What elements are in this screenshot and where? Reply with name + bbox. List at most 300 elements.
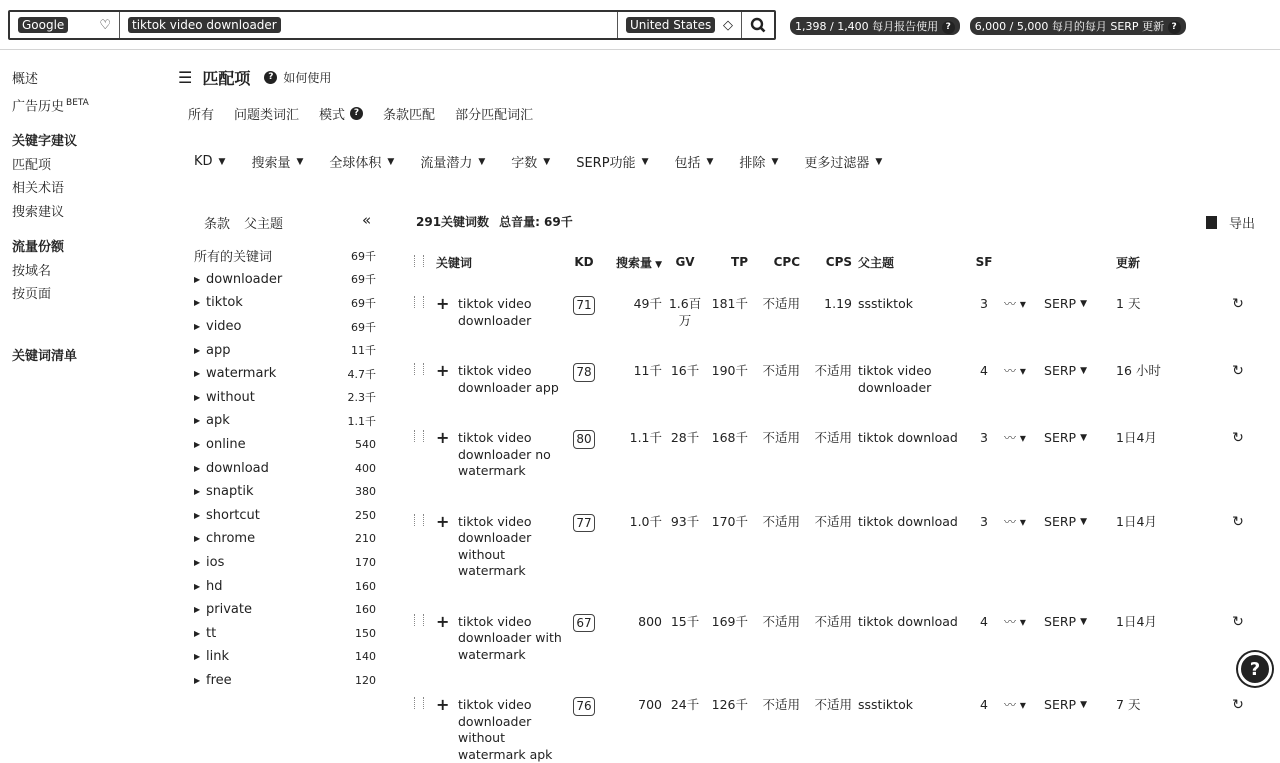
sidebar-item-label: 关键词清单	[12, 348, 78, 364]
caret-down-icon: ▼	[478, 156, 486, 167]
refresh-button[interactable]	[1206, 480, 1270, 580]
serp-button[interactable]	[1044, 480, 1116, 580]
keyword-search-box	[8, 10, 776, 40]
col-volume[interactable]	[606, 252, 668, 272]
parent-topic-cell[interactable]: tiktok download	[858, 430, 958, 445]
serp-label: SERP	[1044, 363, 1077, 378]
table-row	[414, 396, 1270, 480]
filter-global-volume[interactable]	[329, 152, 394, 171]
page-title: 匹配项	[202, 69, 251, 88]
list-item-count: 250	[355, 508, 376, 522]
plus-icon: +	[436, 695, 450, 714]
keyword-cell[interactable]: tiktok video downloader with watermark	[458, 613, 562, 662]
expand-triangle-icon[interactable]: ▶	[194, 463, 201, 473]
filter-volume[interactable]	[251, 152, 303, 171]
collapse-panel-icon[interactable]: «	[362, 211, 372, 229]
col-updated[interactable]: 更新	[1116, 255, 1141, 270]
gv-cell: 1.6百万	[668, 296, 702, 328]
list-item-label: private	[206, 602, 252, 618]
sidebar-item-label: 关键字建议	[12, 134, 78, 150]
expand-triangle-icon[interactable]: ▶	[194, 369, 201, 379]
tab-label: 模式	[319, 108, 346, 123]
total-volume: 总音量: 69千	[499, 215, 573, 229]
trend-button[interactable]	[1004, 663, 1044, 763]
kd-badge: 71	[573, 296, 594, 315]
expand-triangle-icon[interactable]: ▶	[194, 675, 201, 685]
caret-down-icon: ▼	[296, 156, 304, 167]
plus-icon: +	[436, 294, 450, 313]
caret-down-icon: ▼	[543, 156, 551, 167]
list-item-label: hd	[206, 578, 223, 594]
parent-topic-cell[interactable]: tiktok download	[858, 513, 958, 529]
tab-terms[interactable]: 条款	[204, 217, 231, 232]
keyword-count: 291关键词数	[416, 215, 490, 229]
gv-cell: 24千	[670, 697, 700, 712]
updated-cell: 1日4月	[1116, 613, 1157, 629]
sort-desc-icon: ▼	[651, 259, 663, 270]
plus-icon: +	[436, 611, 450, 631]
checkbox-icon	[414, 255, 424, 267]
add-keyword-button[interactable]	[436, 272, 458, 329]
sidebar-item-search-suggestions[interactable]	[12, 201, 162, 225]
plus-icon: +	[436, 511, 450, 531]
expand-triangle-icon[interactable]: ▶	[194, 392, 201, 402]
col-gv[interactable]: GV	[675, 255, 695, 269]
tab-label: 问题类词汇	[234, 108, 300, 123]
list-item-count: 4.7千	[347, 367, 376, 381]
country-value: United States	[626, 17, 715, 33]
trend-icon: 〰 ▾	[1004, 431, 1026, 445]
sidebar-item-label: 概述	[12, 72, 39, 87]
refresh-icon: ↻	[1232, 513, 1244, 530]
sidebar-item-label: 搜索建议	[12, 204, 65, 220]
expand-triangle-icon[interactable]: ▶	[194, 628, 201, 638]
cpc-cell: 不适用	[762, 296, 801, 311]
terms-list	[194, 244, 376, 692]
col-cps[interactable]: CPS	[825, 255, 853, 269]
filter-bar	[194, 152, 882, 171]
search-button[interactable]	[742, 12, 774, 38]
how-to-use-label: 如何使用	[283, 71, 332, 85]
refresh-icon: ↻	[1232, 296, 1244, 312]
cps-cell: 不适用	[814, 430, 853, 445]
list-item-count: 1.1千	[347, 414, 376, 428]
chevron-down-icon: ◇	[723, 17, 733, 33]
caret-down-icon: ▼	[218, 156, 226, 167]
list-item[interactable]	[194, 268, 376, 292]
list-item-count: 170	[355, 556, 376, 570]
refresh-icon: ↻	[1232, 430, 1244, 446]
serp-button[interactable]	[1044, 580, 1116, 664]
help-icon[interactable]: ?	[942, 21, 955, 34]
checkbox-icon	[414, 430, 424, 442]
sidebar-item-label: 流量份额	[12, 240, 65, 256]
filter-serp-features[interactable]	[576, 152, 648, 171]
list-item-label: 所有的关键词	[194, 250, 273, 266]
keywords-table	[414, 252, 1270, 763]
filter-label: 字数	[511, 156, 538, 171]
list-item-count: 69千	[351, 249, 376, 263]
expand-triangle-icon[interactable]: ▶	[194, 487, 201, 497]
caret-down-icon: ▼	[706, 156, 714, 167]
cps-cell: 不适用	[814, 697, 853, 712]
filter-label: 流量潜力	[420, 156, 473, 171]
keyword-cell[interactable]: tiktok video downloader	[458, 296, 532, 328]
list-item[interactable]	[194, 291, 376, 315]
add-keyword-button[interactable]	[436, 580, 458, 664]
caret-down-icon: ▼	[1080, 700, 1087, 710]
list-item-count: 69千	[351, 296, 376, 310]
add-keyword-button[interactable]	[436, 480, 458, 580]
row-checkbox[interactable]	[414, 580, 436, 664]
search-icon	[750, 17, 766, 33]
search-input[interactable]	[120, 12, 618, 38]
caret-down-icon: ▼	[1080, 366, 1087, 376]
sidebar-item-by-domains[interactable]	[12, 260, 162, 284]
expand-triangle-icon[interactable]: ▶	[194, 298, 201, 308]
list-item-count: 11千	[351, 344, 376, 358]
keyword-cell[interactable]: tiktok video downloader without watermark	[458, 513, 532, 578]
serp-button[interactable]	[1044, 329, 1116, 396]
list-item[interactable]	[194, 315, 376, 339]
sf-cell: 3	[980, 513, 988, 529]
trend-button[interactable]	[1004, 272, 1044, 329]
checkbox-icon	[414, 697, 424, 709]
volume-cell: 49千	[633, 296, 663, 311]
select-all-checkbox[interactable]	[414, 252, 436, 272]
col-kd[interactable]: KD	[574, 255, 594, 269]
list-item[interactable]	[194, 433, 376, 457]
tab-questions[interactable]	[234, 104, 299, 123]
sidebar-item-label: 匹配项	[12, 157, 52, 173]
sidebar-item-overview[interactable]	[12, 68, 162, 92]
tp-cell: 126千	[711, 697, 749, 712]
search-engine-select[interactable]	[10, 12, 120, 38]
expand-triangle-icon[interactable]: ▶	[194, 440, 201, 450]
updated-cell: 1日4月	[1116, 513, 1157, 529]
checkbox-icon	[414, 514, 424, 526]
filter-include[interactable]	[674, 152, 713, 171]
trend-icon: 〰 ▾	[1004, 514, 1026, 529]
list-item[interactable]	[194, 527, 376, 551]
gv-cell: 16千	[670, 363, 700, 378]
serp-label: SERP	[1044, 513, 1077, 529]
trend-button[interactable]	[1004, 580, 1044, 664]
list-item-count: 540	[355, 438, 376, 452]
list-item-label: shortcut	[206, 507, 260, 523]
list-item[interactable]	[194, 551, 376, 575]
expand-triangle-icon[interactable]: ▶	[194, 322, 201, 332]
sidebar-item-label: 相关术语	[12, 181, 65, 197]
country-select[interactable]	[618, 12, 742, 38]
refresh-icon: ↻	[1232, 697, 1244, 713]
list-item-label: ios	[206, 555, 225, 571]
report-usage-text: 1,398 / 1,400 每月报告使用	[795, 20, 939, 33]
row-checkbox[interactable]	[414, 329, 436, 396]
serp-label: SERP	[1044, 430, 1077, 445]
tp-cell: 181千	[711, 296, 749, 311]
expand-triangle-icon[interactable]: ▶	[194, 534, 201, 544]
top-bar	[0, 0, 1280, 50]
filter-label: 搜索量	[251, 156, 291, 171]
caret-down-icon: ▼	[875, 156, 883, 167]
caret-down-icon: ▼	[771, 156, 779, 167]
list-item[interactable]	[194, 504, 376, 528]
sidebar-item-related-terms[interactable]	[12, 177, 162, 201]
checkbox-icon	[414, 296, 424, 308]
sidebar-item-matching-terms[interactable]	[12, 154, 162, 178]
list-item[interactable]	[194, 409, 376, 433]
caret-down-icon: ▼	[387, 156, 395, 167]
trend-button[interactable]	[1004, 396, 1044, 480]
cpc-cell: 不适用	[762, 430, 801, 445]
keyword-cell[interactable]: tiktok video downloader app	[458, 363, 559, 395]
usage-stats	[790, 17, 1186, 35]
table-row	[414, 480, 1270, 580]
list-item-count: 69千	[351, 273, 376, 287]
checkbox-icon	[414, 614, 424, 626]
kd-badge: 78	[573, 363, 594, 382]
keyword-cell[interactable]: tiktok video downloader without watermark apk	[458, 697, 553, 762]
tab-parent-topics[interactable]: 父主题	[244, 217, 284, 232]
kd-badge: 67	[573, 614, 594, 633]
expand-triangle-icon[interactable]: ▶	[194, 558, 201, 568]
tab-phrase-match[interactable]	[455, 104, 533, 123]
tab-mode[interactable]	[319, 104, 363, 123]
filter-more[interactable]	[804, 152, 882, 171]
row-checkbox[interactable]	[414, 480, 436, 580]
list-item[interactable]	[194, 456, 376, 480]
sidebar-item-keyword-lists[interactable]	[12, 345, 162, 369]
list-item-count: 69千	[351, 320, 376, 334]
cps-cell: 1.19	[824, 296, 853, 311]
list-item-label: download	[206, 460, 269, 476]
gv-cell: 15千	[670, 613, 700, 629]
list-item-count: 380	[355, 485, 376, 499]
results-summary	[416, 213, 573, 230]
plus-icon: +	[436, 428, 450, 447]
col-cpc[interactable]: CPC	[773, 255, 801, 269]
list-item[interactable]	[194, 645, 376, 669]
filter-label: KD	[194, 154, 213, 169]
serp-button[interactable]	[1044, 272, 1116, 329]
refresh-button[interactable]	[1206, 329, 1270, 396]
list-item-label: free	[206, 672, 232, 688]
volume-cell: 11千	[633, 363, 663, 378]
expand-triangle-icon[interactable]: ▶	[194, 581, 201, 591]
how-to-use-link[interactable]	[264, 69, 331, 86]
col-parent-topic[interactable]: 父主题	[858, 255, 895, 270]
expand-triangle-icon[interactable]: ▶	[194, 274, 201, 284]
sf-cell: 4	[980, 613, 988, 629]
table-row	[414, 663, 1270, 763]
refresh-button[interactable]	[1206, 580, 1270, 664]
expand-triangle-icon[interactable]: ▶	[194, 510, 201, 520]
kd-badge: 80	[573, 430, 594, 449]
sidebar-heading-traffic-share	[12, 236, 162, 260]
list-item-count: 160	[355, 579, 376, 593]
updated-cell: 1 天	[1116, 296, 1141, 311]
list-item[interactable]	[194, 598, 376, 622]
parent-topic-cell[interactable]: tiktok video downloader	[858, 363, 932, 395]
search-engine-value: Google	[18, 17, 68, 33]
parent-topic-cell[interactable]: ssstiktok	[858, 296, 913, 311]
filter-label: 包括	[674, 156, 701, 171]
parent-topic-cell[interactable]: ssstiktok	[858, 697, 913, 712]
list-item[interactable]	[194, 574, 376, 598]
cps-cell: 不适用	[814, 513, 853, 529]
tp-cell: 170千	[711, 513, 749, 529]
trend-icon: 〰 ▾	[1004, 698, 1026, 712]
tab-label: 所有	[188, 108, 215, 123]
list-item-count: 400	[355, 461, 376, 475]
filter-label: SERP功能	[576, 156, 636, 171]
refresh-button[interactable]	[1206, 396, 1270, 480]
tab-label: 部分匹配词汇	[455, 108, 534, 123]
cpc-cell: 不适用	[762, 513, 801, 529]
document-icon	[1206, 216, 1217, 229]
gv-cell: 93千	[670, 513, 700, 529]
list-item-count: 150	[355, 626, 376, 640]
col-sf[interactable]: SF	[975, 255, 993, 269]
updated-cell: 1日4月	[1116, 430, 1157, 445]
export-button[interactable]	[1206, 213, 1255, 232]
list-item-label: link	[206, 649, 229, 665]
caret-down-icon: ▼	[1080, 516, 1087, 527]
row-checkbox[interactable]	[414, 272, 436, 329]
parent-topic-cell[interactable]: tiktok download	[858, 613, 958, 629]
trend-icon: 〰 ▾	[1004, 614, 1026, 629]
cpc-cell: 不适用	[762, 613, 801, 629]
match-type-tabs	[188, 104, 533, 123]
list-item[interactable]	[194, 338, 376, 362]
list-item-label: without	[206, 389, 255, 405]
sidebar-item-by-pages[interactable]	[12, 283, 162, 307]
expand-triangle-icon[interactable]: ▶	[194, 605, 201, 615]
add-keyword-button[interactable]	[436, 329, 458, 396]
trend-icon: 〰 ▾	[1004, 364, 1026, 378]
add-keyword-button[interactable]	[436, 396, 458, 480]
list-item[interactable]	[194, 622, 376, 646]
list-item[interactable]	[194, 480, 376, 504]
report-usage	[790, 17, 960, 35]
table-row	[414, 329, 1270, 396]
serp-button[interactable]	[1044, 396, 1116, 480]
list-item-all-keywords[interactable]	[194, 244, 376, 268]
caret-down-icon: ▼	[1080, 433, 1087, 443]
add-keyword-button[interactable]	[436, 663, 458, 763]
help-icon[interactable]: ?	[1168, 21, 1181, 34]
updated-cell: 7 天	[1116, 697, 1141, 712]
table-header-row	[414, 252, 1270, 272]
expand-triangle-icon[interactable]: ▶	[194, 416, 201, 426]
refresh-button[interactable]	[1206, 272, 1270, 329]
trend-icon: 〰 ▾	[1004, 297, 1026, 311]
volume-cell: 1.0千	[629, 513, 663, 529]
cps-cell: 不适用	[814, 363, 853, 378]
serp-label: SERP	[1044, 296, 1077, 311]
filter-kd[interactable]	[194, 152, 225, 171]
list-item-count: 160	[355, 603, 376, 617]
list-item-count: 140	[355, 650, 376, 664]
volume-cell: 1.1千	[629, 430, 663, 445]
caret-down-icon: ▼	[641, 156, 649, 167]
list-item-label: tt	[206, 625, 217, 641]
trend-button[interactable]	[1004, 329, 1044, 396]
refresh-icon: ↻	[1232, 613, 1244, 630]
heart-icon: ♡	[99, 17, 111, 33]
sidebar-item-label: 按域名	[12, 263, 52, 279]
serp-button[interactable]	[1044, 663, 1116, 763]
filter-label: 排除	[739, 156, 766, 171]
help-icon: ?	[350, 107, 363, 120]
list-item-count: 2.3千	[347, 391, 376, 405]
list-item-count: 210	[355, 532, 376, 546]
list-item[interactable]	[194, 669, 376, 693]
list-item-label: watermark	[206, 366, 277, 382]
col-tp[interactable]: TP	[731, 255, 749, 269]
tab-label: 条款匹配	[383, 108, 436, 123]
col-volume-label: 搜索量	[615, 255, 652, 270]
export-label: 导出	[1229, 217, 1256, 232]
sidebar-item-ads-history[interactable]	[12, 92, 162, 119]
filter-word-count[interactable]	[511, 152, 550, 171]
col-keyword[interactable]: 关键词	[436, 255, 473, 270]
cpc-cell: 不适用	[762, 363, 801, 378]
updated-cell: 16 小时	[1116, 363, 1161, 378]
list-item-label: video	[206, 319, 242, 335]
sf-cell: 3	[980, 296, 988, 311]
checkbox-icon	[414, 363, 424, 375]
tp-cell: 168千	[711, 430, 749, 445]
list-item-label: app	[206, 342, 231, 358]
tab-terms-match[interactable]	[383, 104, 435, 123]
sf-cell: 4	[980, 697, 988, 712]
help-chat-button[interactable]: ?	[1238, 652, 1272, 686]
page-header	[178, 66, 331, 89]
beta-badge: BETA	[66, 97, 89, 108]
row-checkbox[interactable]	[414, 396, 436, 480]
list-item-label: downloader	[206, 271, 283, 287]
serp-usage-text: 6,000 / 5,000 每月的每月 SERP 更新	[974, 20, 1165, 33]
expand-triangle-icon[interactable]: ▶	[194, 345, 201, 355]
kd-badge: 76	[573, 697, 594, 716]
trend-button[interactable]	[1004, 480, 1044, 580]
list-item[interactable]	[194, 362, 376, 386]
row-checkbox[interactable]	[414, 663, 436, 763]
list-item-label: snaptik	[206, 484, 254, 500]
table-row	[414, 272, 1270, 329]
menu-icon[interactable]: ☰	[178, 68, 193, 87]
list-item[interactable]	[194, 386, 376, 410]
filter-label: 更多过滤器	[804, 156, 870, 171]
caret-down-icon: ▼	[1080, 299, 1087, 309]
keyword-cell[interactable]: tiktok video downloader no watermark	[458, 430, 551, 478]
expand-triangle-icon[interactable]: ▶	[194, 652, 201, 662]
search-query-value: tiktok video downloader	[128, 17, 281, 33]
serp-label: SERP	[1044, 697, 1077, 712]
tp-cell: 169千	[711, 613, 749, 629]
cpc-cell: 不适用	[762, 697, 801, 712]
list-item-label: chrome	[206, 531, 256, 547]
tab-all[interactable]	[188, 104, 214, 123]
filter-exclude[interactable]	[739, 152, 778, 171]
list-item-label: online	[206, 437, 246, 453]
sf-cell: 3	[980, 430, 988, 445]
serp-label: SERP	[1044, 613, 1077, 629]
filter-traffic-potential[interactable]	[420, 152, 485, 171]
caret-down-icon: ▼	[1080, 616, 1087, 627]
